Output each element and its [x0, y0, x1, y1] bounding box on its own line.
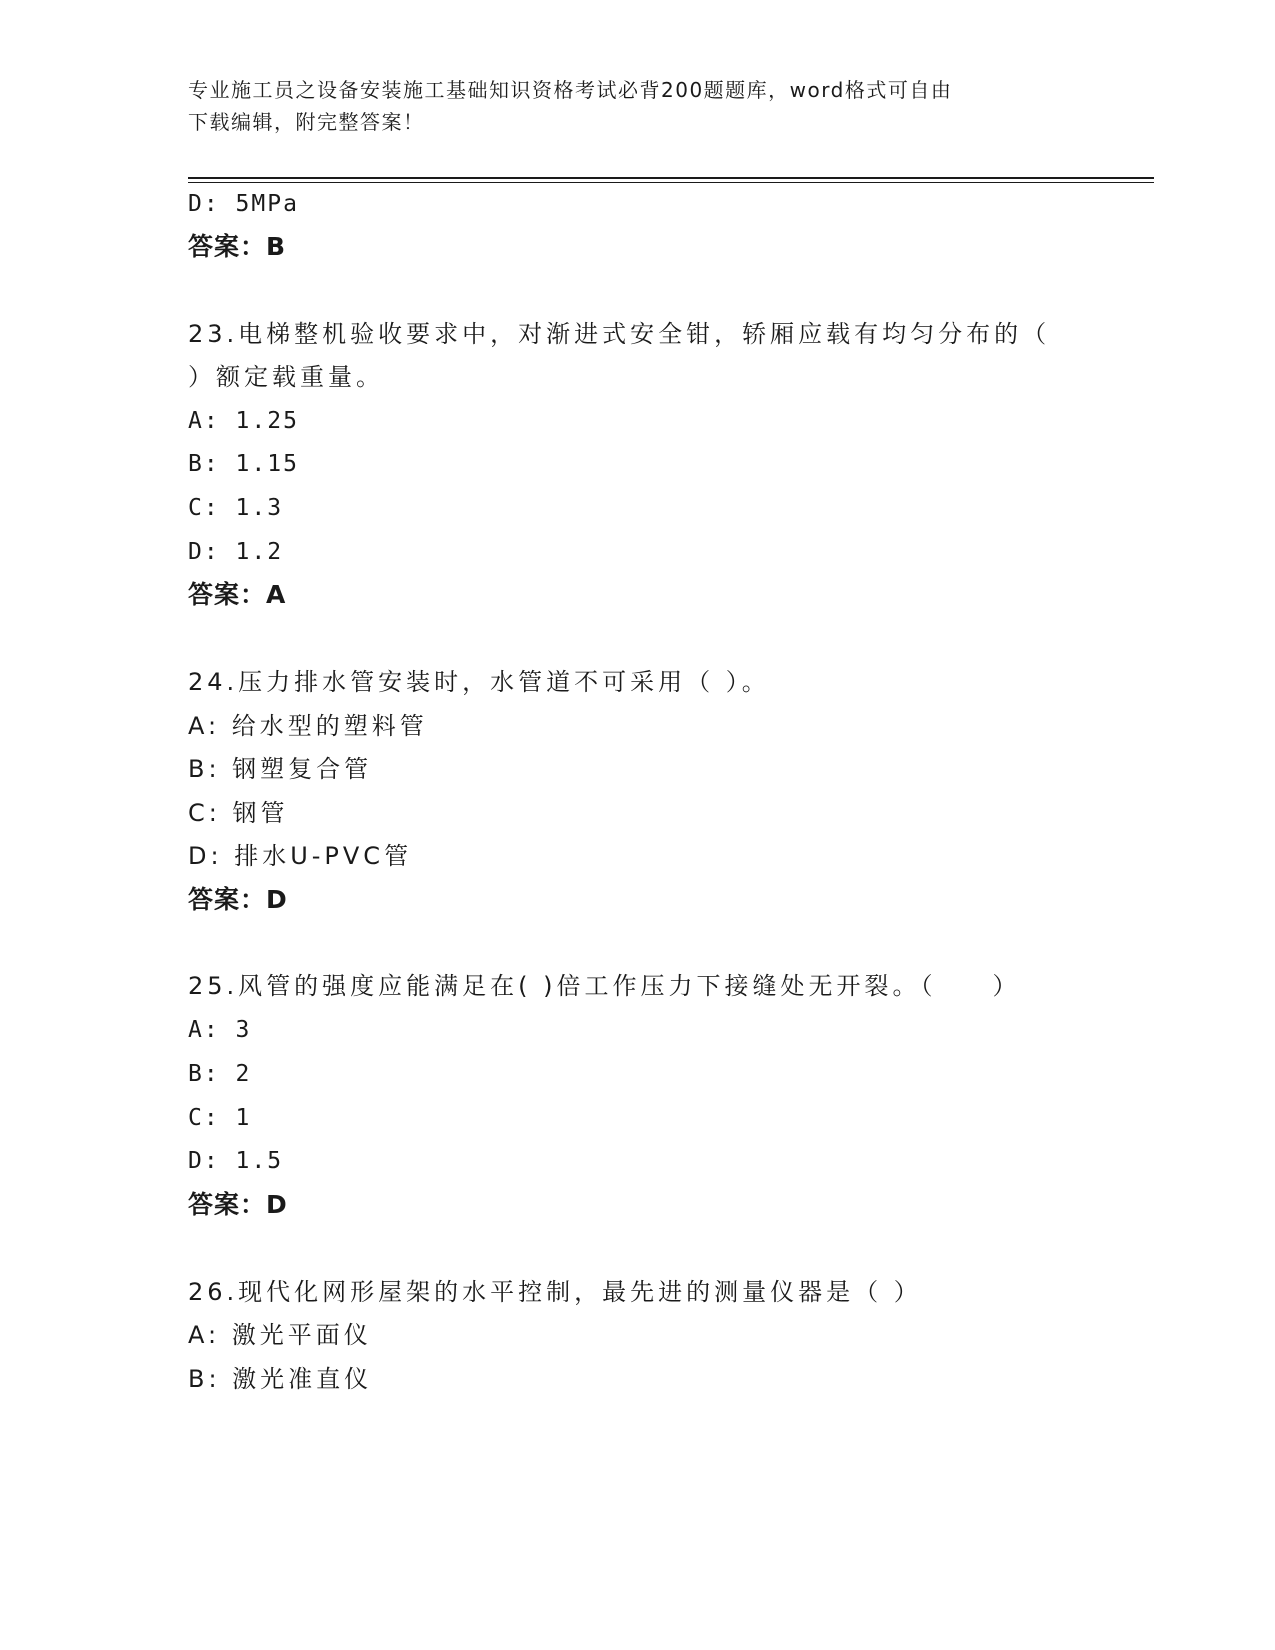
document-header: [188, 74, 1088, 138]
question-24-option-a: A: 给水型的塑料管: [188, 712, 428, 740]
question-26-option-b: B: 激光准直仪: [188, 1365, 373, 1393]
question-24-option-d: D: 排水U-PVC管: [188, 842, 413, 870]
question-23-option-d: D: 1.2: [188, 539, 284, 565]
question-23-text-line-1: 23.电梯整机验收要求中，对渐进式安全钳，轿厢应载有均匀分布的（: [188, 320, 1051, 348]
question-24-option-b: B: 钢塑复合管: [188, 755, 373, 783]
question-23-text-line-2: ）额定载重量。: [188, 363, 384, 391]
header-divider-thick: [188, 177, 1154, 179]
question-25-option-c: C: 1: [188, 1105, 252, 1131]
question-25-text: 25.风管的强度应能满足在( )倍工作压力下接缝处无开裂。（ ）: [188, 972, 1021, 1000]
question-24-answer: 答案：D: [188, 885, 288, 914]
question-23-option-a: A: 1.25: [188, 408, 299, 434]
question-25-option-a: A: 3: [188, 1017, 252, 1043]
question-25-option-d: D: 1.5: [188, 1148, 284, 1174]
question-24-text: 24.压力排水管安装时，水管道不可采用（ ）。: [188, 668, 770, 696]
header-title-line-2: 下载编辑，附完整答案！: [188, 110, 425, 134]
header-title-line-1: 专业施工员之设备安装施工基础知识资格考试必背200题题库，word格式可自由: [188, 78, 953, 102]
question-23-option-b: B: 1.15: [188, 451, 299, 477]
question-23-answer: 答案：A: [188, 580, 287, 609]
question-26-text: 26.现代化网形屋架的水平控制，最先进的测量仪器是（ ）: [188, 1278, 922, 1306]
prev-option-d: D: 5MPa: [188, 191, 299, 217]
prev-answer: 答案：B: [188, 232, 287, 261]
question-26-option-a: A: 激光平面仪: [188, 1321, 372, 1349]
question-23-option-c: C: 1.3: [188, 495, 284, 521]
question-25-answer: 答案：D: [188, 1190, 288, 1219]
question-25-option-b: B: 2: [188, 1061, 252, 1087]
question-24-option-c: C: 钢管: [188, 799, 289, 827]
header-divider-thin: [188, 182, 1154, 183]
